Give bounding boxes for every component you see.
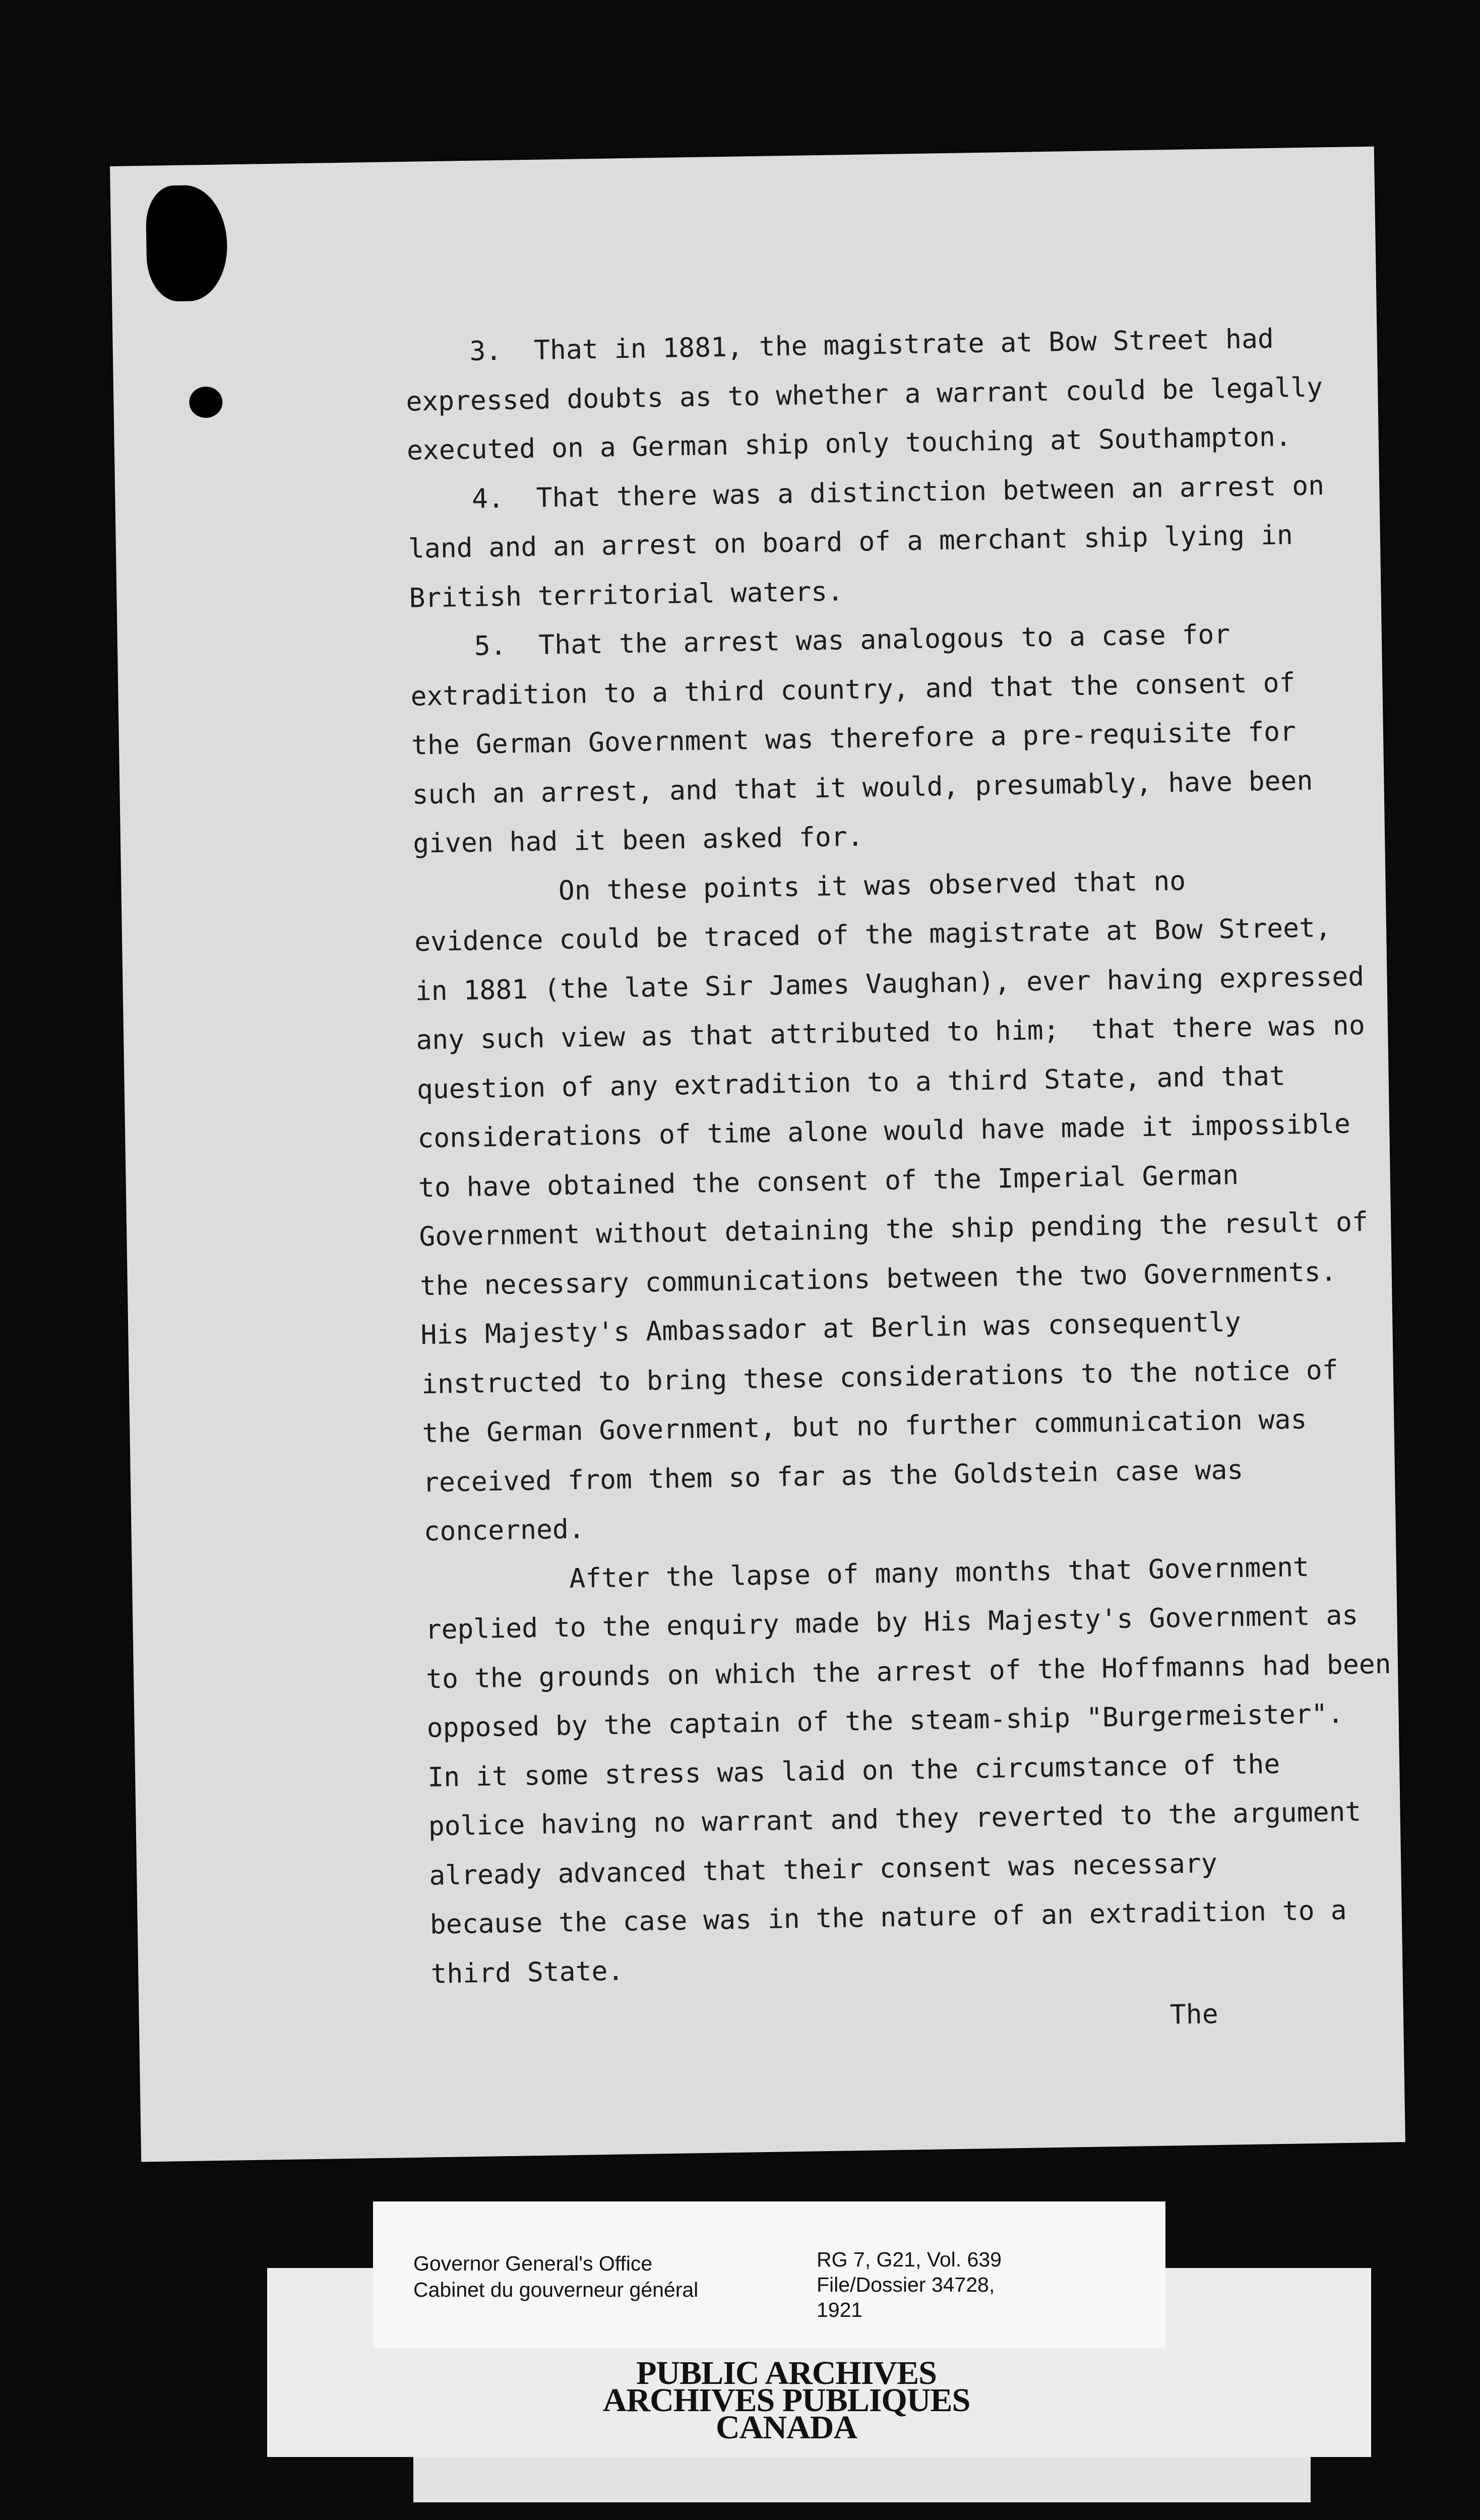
archives-name-fr: ARCHIVES PUBLIQUES [602,2382,970,2419]
text-line: to have obtained the consent of the Imperial German [418,1159,1239,1204]
text-line: Government without detaining the ship pending the result of [418,1207,1369,1252]
text-line: opposed by the captain of the steam-ship "Burgermeister". [426,1698,1344,1744]
text-line: British territorial waters. [409,576,844,614]
text-line: 4. That there was a distinction between an arrest on [407,470,1325,516]
text-line: His Majesty's Ambassador at Berlin was consequently [420,1307,1242,1351]
text-line: replied to the enquiry made by His Majesty's Government as [425,1600,1359,1646]
text-line: In it some stress was laid on the circumstance of the [427,1748,1280,1793]
text-line: 5. That the arrest was analogous to a case for [409,619,1230,663]
typed-letter-body [405,313,1391,1998]
text-line: such an arrest, and that it would, presumably, have been [412,765,1313,810]
text-line: After the lapse of many months that Government [424,1551,1310,1597]
text-line: considerations of time alone would have made it impossible [417,1108,1351,1154]
file-number: File/Dossier 34728, [817,2273,995,2296]
text-line: concerned. [423,1514,585,1547]
text-line: the German Government was therefore a pre-requisite for [411,716,1297,761]
text-line: extradition to a third country, and that the consent of [410,667,1296,712]
office-name-fr: Cabinet du gouverneur général [413,2278,699,2301]
text-line: received from them so far as the Goldstein case was [422,1454,1244,1498]
archives-country: CANADA [716,2409,857,2446]
public-archives-stamp [454,2355,1119,2446]
office-block [413,2250,698,2303]
page-damage-stain [146,184,228,301]
text-line: expressed doubts as to whether a warrant could be legally [405,371,1323,417]
text-line: evidence could be traced of the magistrate at Bow Street, [414,912,1332,958]
text-line: given had it been asked for. [412,821,864,859]
text-line: question of any extradition to a third State, and that [416,1060,1286,1105]
text-line: instructed to bring these considerations to the notice of [421,1354,1339,1400]
text-line: to the grounds on which the arrest of the Hoffmanns had been [425,1648,1391,1695]
document-page [110,147,1405,2162]
text-line: land and an arrest on board of a merchant ship lying in [408,520,1293,564]
text-line: On these points it was observed that no [413,865,1186,909]
office-name-en: Governor General's Office [413,2252,653,2275]
text-line: any such view as that attributed to him; that there was no [415,1010,1366,1056]
text-line: 3. That in 1881, the magistrate at Bow Street had [405,323,1274,368]
file-year: 1921 [817,2298,863,2321]
text-line: executed on a German ship only touching at Southampton. [406,421,1292,466]
text-line: in 1881 (the late Sir James Vaughan), ever having expressed [415,961,1365,1007]
text-line: the necessary communications between the two Governments. [419,1256,1337,1302]
text-line: the German Government, but no further communication was [422,1404,1307,1449]
archives-label-strip [413,2457,1311,2502]
text-line: already advanced that their consent was necessary [428,1848,1218,1891]
text-line: third State. [430,1955,624,1989]
text-line: police having no warrant and they reverted to the argument [428,1796,1362,1842]
text-line: because the case was in the nature of an extradition to a [429,1895,1347,1940]
record-group: RG 7, G21, Vol. 639 [817,2248,1002,2271]
catchword: The [1169,1998,1219,2031]
archives-name-en: PUBLIC ARCHIVES [636,2355,937,2391]
page-damage-hole [189,387,223,418]
reference-block [817,2247,1002,2322]
